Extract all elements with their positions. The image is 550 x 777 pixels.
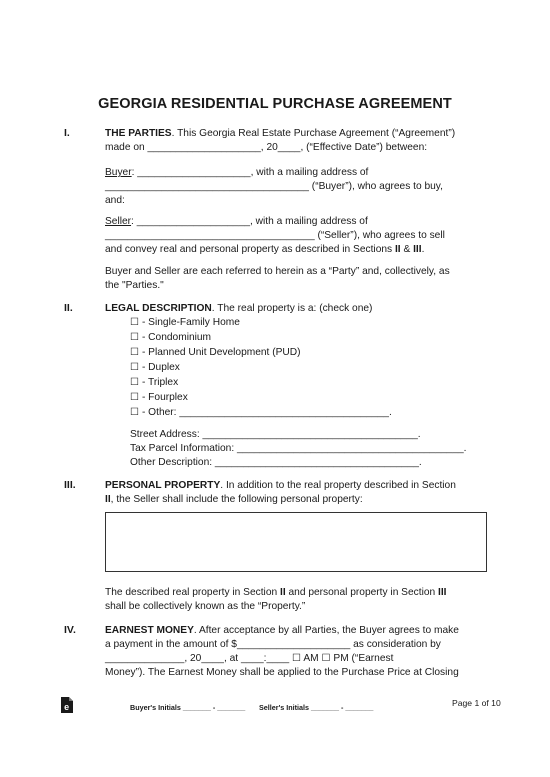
- section-personal-line: [105, 479, 456, 492]
- personal-property-box[interactable]: [105, 512, 487, 572]
- section-number: II.: [64, 302, 73, 314]
- section-ref: III: [438, 587, 447, 598]
- section-number: IV.: [64, 624, 76, 636]
- text: : ____________________, with a mailing address of: [131, 167, 369, 178]
- section-parties-line: [105, 127, 455, 140]
- text: .: [421, 244, 425, 255]
- text: , the Seller shall include the following personal property:: [110, 494, 363, 505]
- text: . After acceptance by all Parties, the Buyer agrees to make: [193, 625, 459, 636]
- text-line: _____________________________________ (“Seller”), who agrees to sell: [105, 230, 445, 241]
- text: and personal property in Section: [285, 587, 438, 598]
- section-heading: LEGAL DESCRIPTION: [105, 303, 212, 314]
- text: . This Georgia Real Estate Purchase Agreement (“Agreement”): [171, 128, 456, 139]
- section-legal-line: [105, 302, 372, 315]
- text: . In addition to the real property described in Section: [220, 480, 456, 491]
- personal-property-line: [105, 493, 363, 506]
- section-number: I.: [64, 127, 70, 139]
- street-address-field[interactable]: Street Address: ______________________________________.: [130, 429, 421, 440]
- text: and convey real and personal property as described in Sections: [105, 244, 395, 255]
- section-heading: EARNEST MONEY: [105, 625, 194, 636]
- section-ref: II: [105, 494, 111, 505]
- text: &: [400, 244, 414, 255]
- text: . The real property is a: (check one): [211, 303, 373, 314]
- text-line: and:: [105, 195, 125, 206]
- buyer-label: Buyer: [105, 167, 132, 178]
- buyer-initials-field[interactable]: Buyer's Initials _______ - _______: [130, 703, 246, 712]
- text-line: a payment in the amount of $____________________ as consideration by: [105, 639, 441, 650]
- section-ref: II: [394, 244, 401, 255]
- section-heading: PERSONAL PROPERTY: [105, 480, 221, 491]
- property-type-option[interactable]: ☐ - Planned Unit Development (PUD): [130, 347, 301, 358]
- text-line: made on ____________________, 20____, (“Effective Date”) between:: [105, 142, 428, 153]
- other-description-field[interactable]: Other Description: ____________________________________.: [130, 457, 422, 468]
- section-ref: II: [279, 587, 286, 598]
- property-type-option[interactable]: ☐ - Single-Family Home: [130, 317, 240, 328]
- property-type-option[interactable]: ☐ - Triplex: [130, 377, 179, 388]
- text-line: the "Parties.": [105, 280, 164, 291]
- section-number: III.: [64, 479, 76, 491]
- property-type-option[interactable]: ☐ - Duplex: [130, 362, 180, 373]
- seller-line: [105, 215, 368, 228]
- section-earnest-line: [105, 624, 459, 637]
- seller-convey-line: [105, 243, 424, 256]
- document-logo-icon: [60, 697, 73, 713]
- tax-parcel-field[interactable]: Tax Parcel Information: ________________________________________.: [130, 443, 467, 454]
- svg-text:e: e: [64, 702, 70, 712]
- text-line: ____________________________________ (“Buyer”), who agrees to buy,: [105, 181, 443, 192]
- section-heading: THE PARTIES: [105, 128, 172, 139]
- page-number: Page 1 of 10: [452, 698, 501, 708]
- property-type-option[interactable]: ☐ - Fourplex: [130, 392, 188, 403]
- seller-label: Seller: [105, 216, 132, 227]
- text: The described real property in Section: [105, 587, 280, 598]
- document-title: GEORGIA RESIDENTIAL PURCHASE AGREEMENT: [98, 96, 452, 112]
- seller-initials-field[interactable]: Seller's Initials _______ - _______: [259, 703, 374, 712]
- property-definition-line: [105, 586, 447, 599]
- text: : ____________________, with a mailing address of: [131, 216, 368, 227]
- section-ref: III: [413, 244, 422, 255]
- property-type-option[interactable]: ☐ - Other: _____________________________________.: [130, 407, 392, 418]
- text-line: ______________, 20____, at ____:____ ☐ AM ☐ PM (“Earnest: [105, 653, 394, 664]
- text-line: Money”). The Earnest Money shall be applied to the Purchase Price at Closing: [105, 667, 459, 678]
- property-type-option[interactable]: ☐ - Condominium: [130, 332, 212, 343]
- buyer-line: [105, 166, 368, 179]
- text-line: shall be collectively known as the “Property.”: [105, 601, 306, 612]
- text-line: Buyer and Seller are each referred to herein as a “Party” and, collectively, as: [105, 266, 450, 277]
